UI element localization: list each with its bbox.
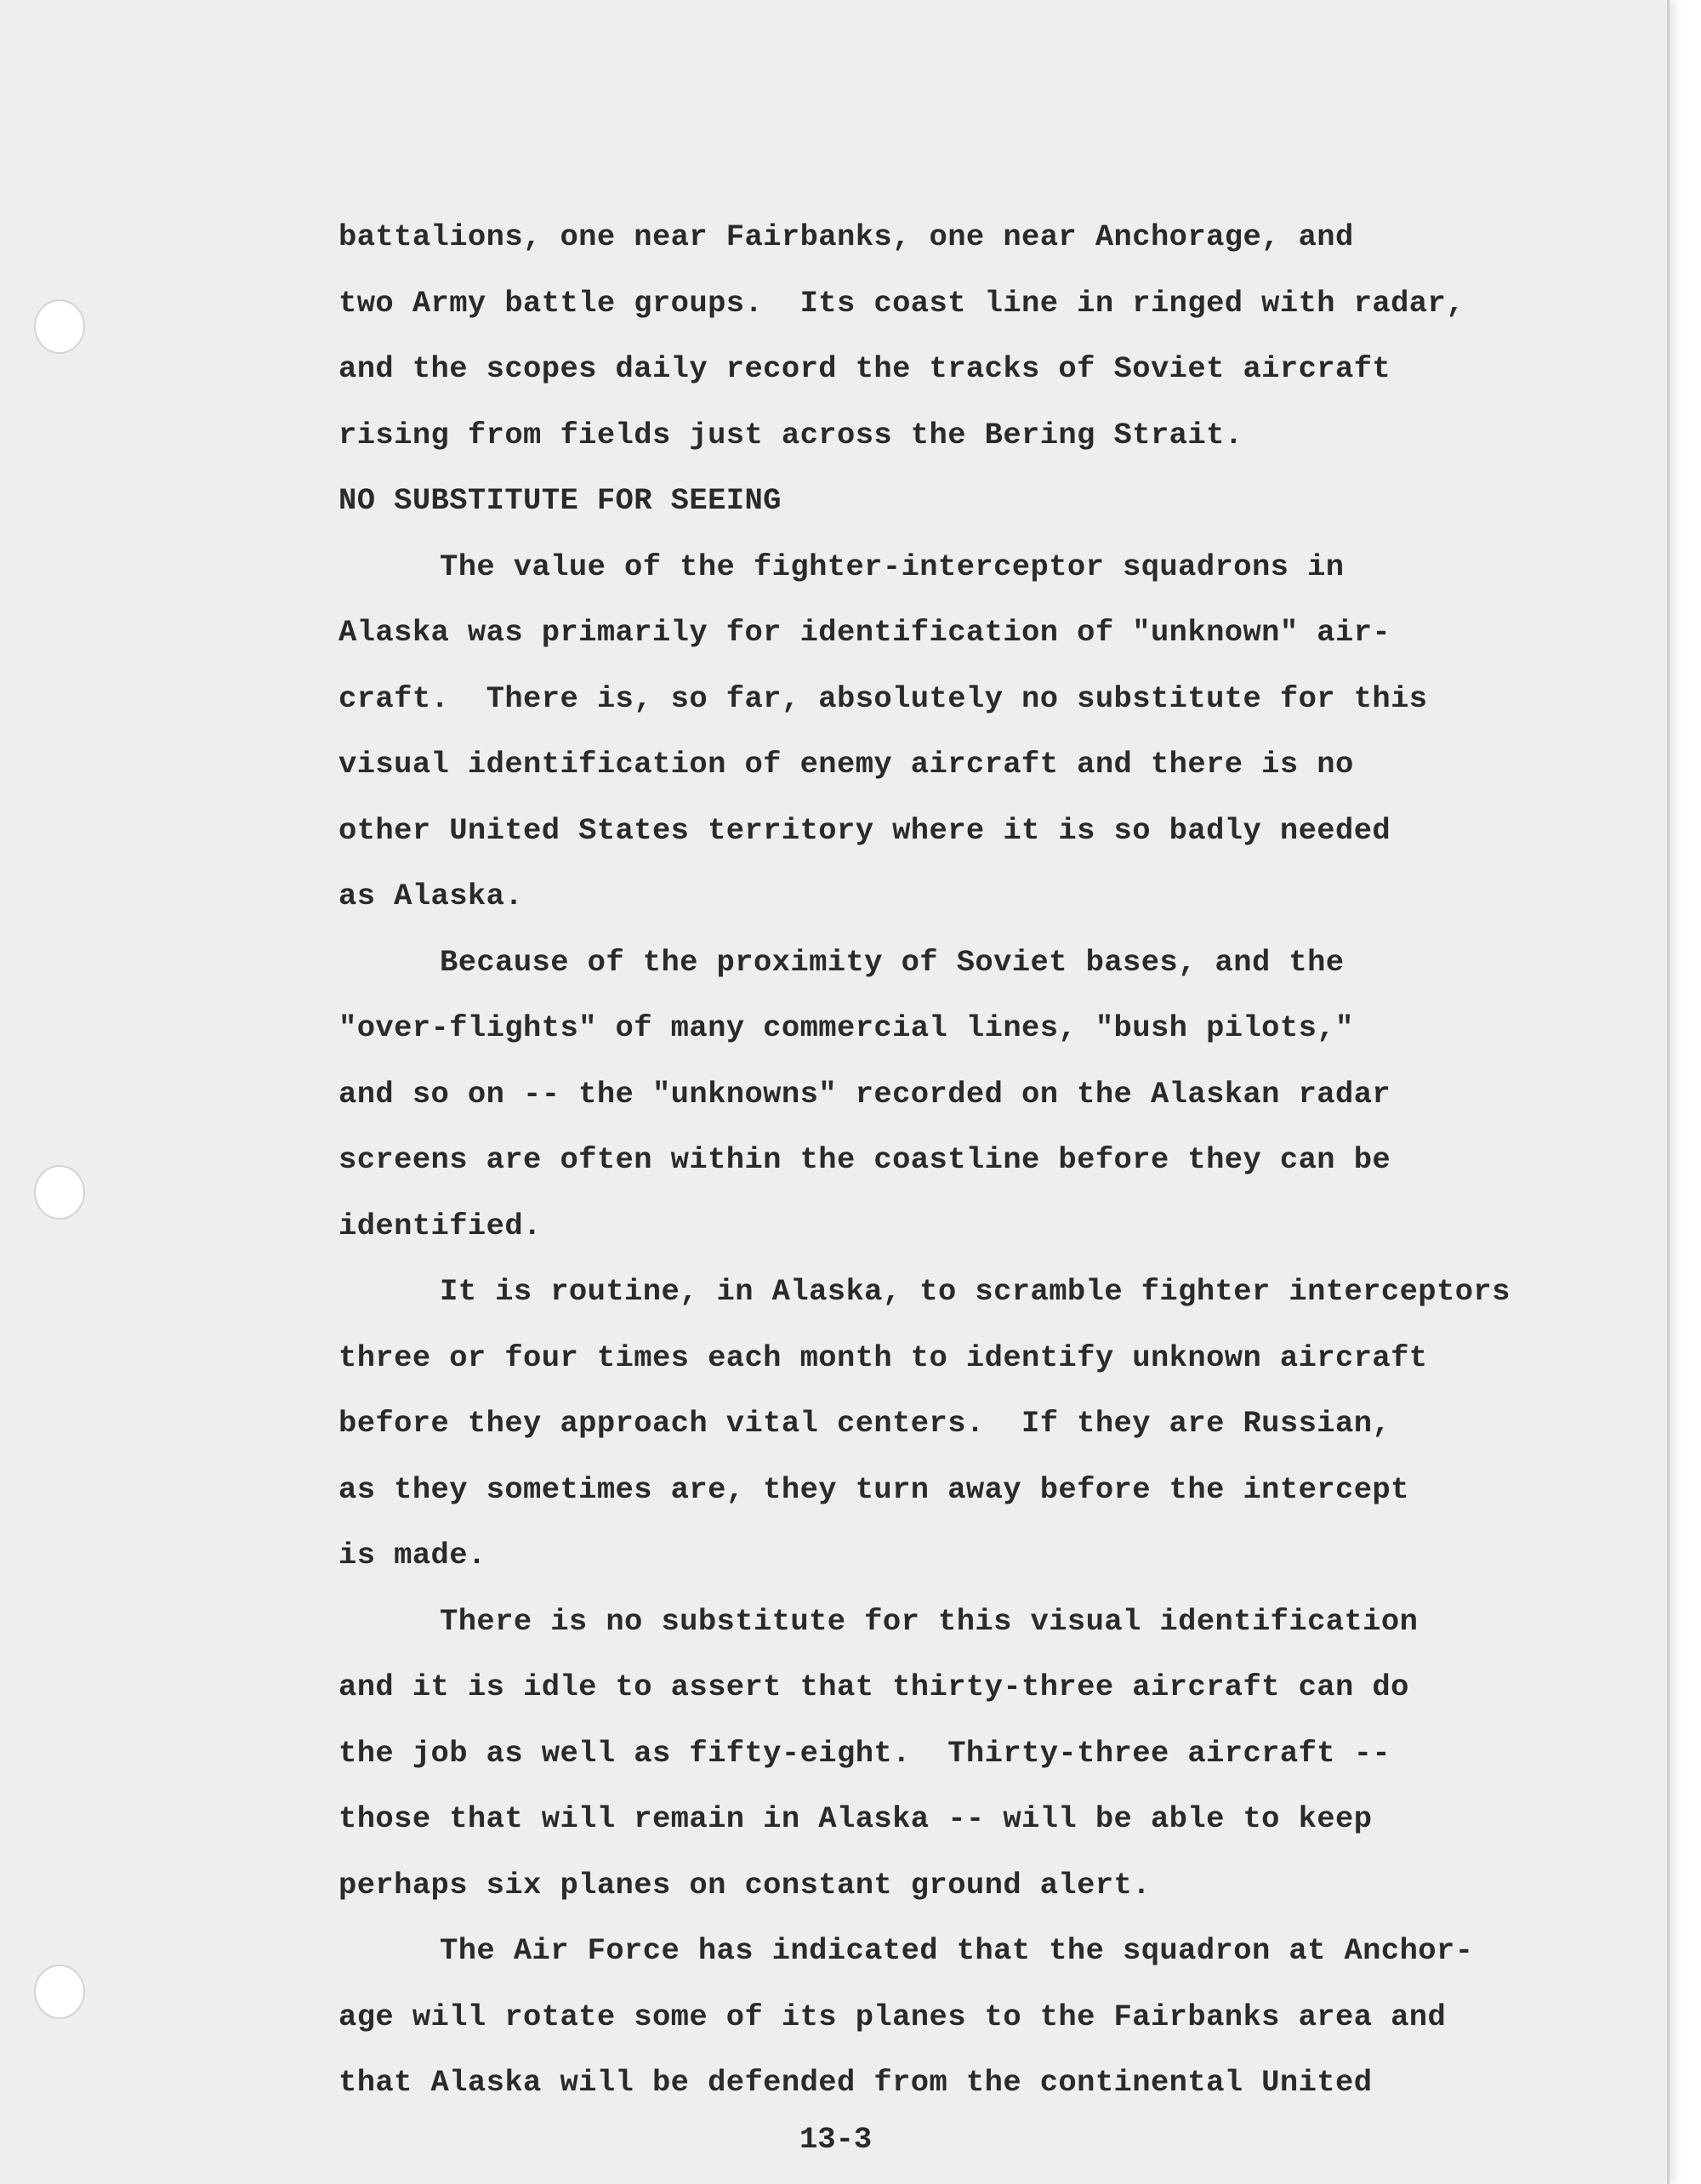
text-line: perhaps six planes on constant ground alert. [338, 1867, 1151, 1902]
text-line: visual identification of enemy aircraft and there is no [338, 747, 1354, 782]
text-line: craft. There is, so far, absolutely no substitute for this [338, 680, 1428, 716]
punch-hole-top [34, 299, 85, 354]
text-line: as Alaska. [338, 879, 524, 913]
page-number: 13-3 [799, 2122, 873, 2157]
text-line: as they sometimes are, they turn away before the intercept [338, 1471, 1409, 1507]
text-line: "over-flights" of many commercial lines, "bush pilots," [338, 1010, 1354, 1045]
text-line: There is no substitute for this visual identification [440, 1603, 1419, 1639]
punch-hole-middle [34, 1165, 85, 1220]
text-line: is made. [338, 1538, 486, 1573]
text-line: The value of the fighter-interceptor squadrons in [440, 549, 1345, 584]
text-line: and it is idle to assert that thirty-three aircraft can do [338, 1669, 1409, 1704]
text-line: Alaska was primarily for identification of "unknown" air- [338, 615, 1391, 650]
text-line: rising from fields just across the Bering Strait. [338, 417, 1243, 452]
text-line: two Army battle groups. Its coast line in ringed with radar, [338, 285, 1465, 321]
body-text [338, 204, 1606, 2116]
text-line: and so on -- the "unknowns" recorded on the Alaskan radar [338, 1076, 1391, 1112]
text-line: other United States territory where it is so badly needed [338, 812, 1391, 848]
text-line: identified. [338, 1208, 542, 1243]
text-line: age will rotate some of its planes to the Fairbanks area and [338, 1999, 1447, 2034]
text-line: that Alaska will be defended from the continental United [338, 2065, 1373, 2100]
text-line: the job as well as fifty-eight. Thirty-three aircraft -- [338, 1735, 1391, 1771]
text-line: three or four times each month to identify unknown aircraft [338, 1339, 1428, 1375]
text-line: It is routine, in Alaska, to scramble fighter interceptors [440, 1274, 1510, 1309]
text-line: battalions, one near Fairbanks, one near Anchorage, and [338, 219, 1354, 254]
text-line: before they approach vital centers. If they are Russian, [338, 1406, 1391, 1441]
text-line: Because of the proximity of Soviet bases, and the [440, 944, 1345, 980]
text-line: The Air Force has indicated that the squadron at Anchor- [440, 1933, 1474, 1968]
text-line: screens are often within the coastline before they can be [338, 1142, 1391, 1177]
text-line: those that will remain in Alaska -- will be able to keep [338, 1801, 1373, 1836]
punch-hole-bottom [34, 1965, 85, 2019]
section-heading: NO SUBSTITUTE FOR SEEING [338, 483, 782, 518]
text-line: and the scopes daily record the tracks of Soviet aircraft [338, 351, 1391, 386]
